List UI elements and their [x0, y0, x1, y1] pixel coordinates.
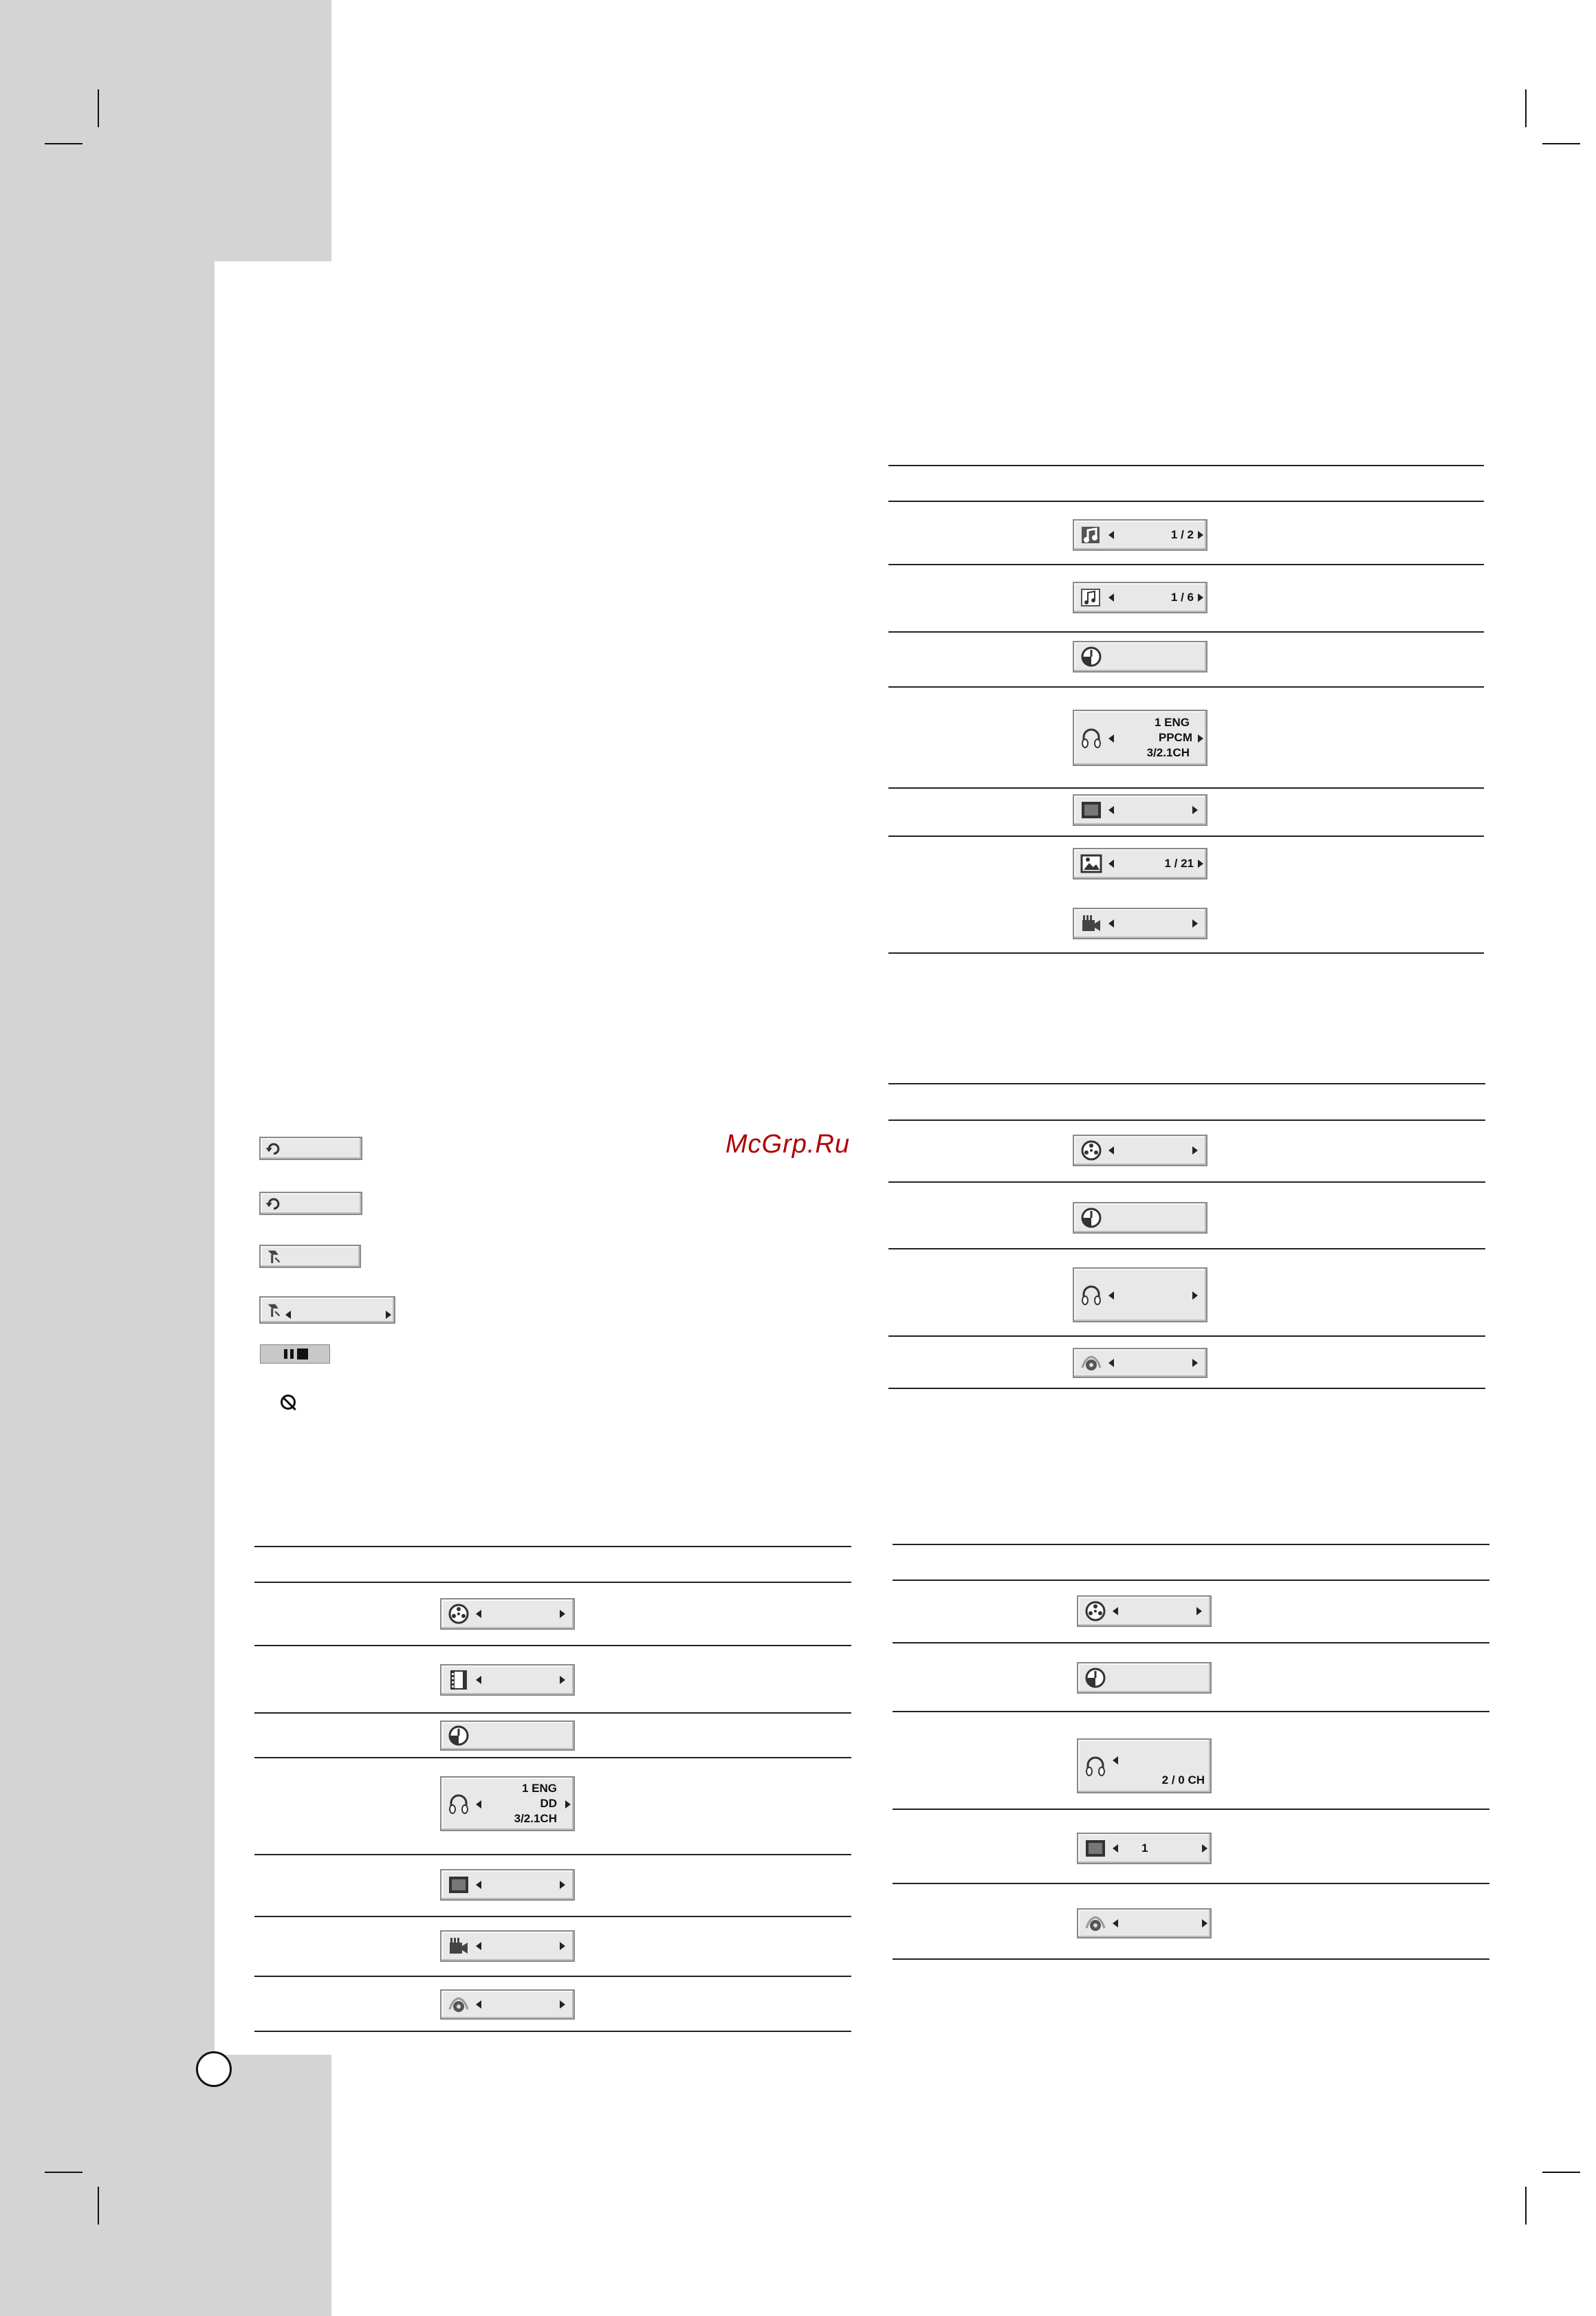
left-arrow-icon[interactable] [1113, 1919, 1118, 1927]
left-margin-strip [0, 0, 215, 2316]
table-rule [893, 1642, 1489, 1643]
right-arrow-icon[interactable] [1192, 1291, 1198, 1300]
left-arrow-icon[interactable] [476, 1800, 481, 1809]
picture-display [1073, 848, 1207, 880]
stop-icon [297, 1348, 308, 1359]
right-arrow-icon[interactable] [1192, 1359, 1198, 1367]
subtitle-value: 1 [1141, 1842, 1148, 1855]
table-rule [254, 1645, 851, 1646]
audio-channels: 3/2.1CH [1146, 746, 1190, 759]
table-rule [888, 952, 1484, 954]
right-arrow-icon[interactable] [386, 1311, 391, 1319]
audio-display [1073, 1267, 1207, 1322]
table-rule [888, 1083, 1485, 1084]
disc-display [440, 1598, 575, 1630]
left-arrow-icon[interactable] [1108, 531, 1114, 539]
right-arrow-icon[interactable] [1198, 734, 1203, 743]
table-rule [888, 835, 1484, 837]
left-arrow-icon[interactable] [1108, 860, 1114, 868]
headphones-icon [1080, 726, 1103, 750]
marker-display [259, 1245, 361, 1268]
subtitle-display [1077, 1833, 1212, 1864]
left-arrow-icon[interactable] [476, 1942, 481, 1950]
crop-mark [98, 2187, 99, 2225]
audio-format: DD [540, 1797, 557, 1810]
left-arrow-icon[interactable] [1108, 806, 1114, 814]
right-arrow-icon[interactable] [1198, 593, 1203, 602]
table-rule [888, 787, 1484, 789]
left-arrow-icon[interactable] [1113, 1756, 1118, 1765]
marker-icon [265, 1301, 283, 1319]
crop-mark [45, 2172, 83, 2173]
right-arrow-icon[interactable] [1192, 806, 1198, 814]
table-rule [254, 1712, 851, 1714]
table-rule [254, 1854, 851, 1855]
right-arrow-icon[interactable] [1198, 860, 1203, 868]
subtitle-tv-icon [447, 1873, 470, 1897]
audio-display [440, 1776, 575, 1831]
right-arrow-icon[interactable] [1192, 1146, 1198, 1155]
table-rule [254, 1916, 851, 1917]
sound-display [440, 1989, 575, 2020]
audio-display [1077, 1738, 1212, 1793]
marker-search-display [259, 1296, 395, 1324]
left-arrow-icon[interactable] [1108, 1146, 1114, 1155]
crop-mark [45, 143, 83, 144]
picture-value: 1 / 21 [1164, 857, 1194, 870]
left-arrow-icon[interactable] [1113, 1607, 1118, 1615]
picture-icon [1080, 852, 1103, 875]
table-rule [893, 1580, 1489, 1581]
right-arrow-icon[interactable] [1198, 531, 1203, 539]
clock-icon [1080, 645, 1103, 668]
left-arrow-icon[interactable] [285, 1311, 291, 1319]
table-rule [888, 501, 1484, 502]
disc-display [1077, 1595, 1212, 1627]
crop-mark [1525, 2187, 1527, 2225]
left-arrow-icon[interactable] [1113, 1844, 1118, 1853]
clock-icon [1084, 1666, 1107, 1690]
table-rule [893, 1544, 1489, 1545]
table-rule [888, 1119, 1485, 1121]
repeat-icon [265, 1139, 283, 1157]
time-display [1077, 1662, 1212, 1694]
chapter-display [440, 1664, 575, 1696]
subtitle-display [1073, 794, 1207, 826]
repeat-display [259, 1192, 362, 1215]
table-rule [888, 1388, 1485, 1389]
right-arrow-icon[interactable] [1202, 1919, 1207, 1927]
right-arrow-icon[interactable] [1192, 919, 1198, 928]
right-arrow-icon[interactable] [560, 1610, 565, 1618]
sound-icon [447, 1993, 470, 2016]
chapter-display [1073, 582, 1207, 613]
table-rule [888, 465, 1484, 466]
pause-icon-bar [290, 1349, 294, 1359]
subtitle-tv-icon [1084, 1837, 1107, 1860]
angle-display [1073, 908, 1207, 939]
left-arrow-icon[interactable] [1108, 593, 1114, 602]
audio-channels: 2 / 0 CH [1161, 1773, 1205, 1787]
subtitle-tv-icon [1080, 798, 1103, 822]
left-arrow-icon[interactable] [1108, 734, 1114, 743]
sound-display [1077, 1908, 1212, 1938]
page-number-circle [196, 2051, 232, 2087]
table-rule [893, 1958, 1489, 1960]
clock-icon [447, 1724, 470, 1747]
watermark: McGrp.Ru [725, 1130, 851, 1159]
crop-mark [1542, 143, 1580, 144]
right-arrow-icon[interactable] [565, 1800, 571, 1809]
table-rule [254, 1757, 851, 1758]
angle-camera-icon [1080, 912, 1103, 935]
table-rule [888, 1181, 1485, 1183]
headphones-icon [1084, 1754, 1107, 1778]
crop-mark [1525, 89, 1527, 127]
music-note-small-icon [1080, 586, 1103, 609]
time-display [440, 1720, 575, 1751]
chapter-value: 1 / 6 [1170, 591, 1194, 604]
table-rule [888, 564, 1484, 565]
headphones-icon [1080, 1283, 1103, 1307]
track-value: 1 / 2 [1170, 528, 1194, 541]
music-note-icon [1080, 523, 1103, 547]
right-arrow-icon[interactable] [1202, 1844, 1207, 1853]
left-arrow-icon[interactable] [1108, 919, 1114, 928]
left-arrow-icon[interactable] [476, 1676, 481, 1684]
table-rule [893, 1809, 1489, 1810]
left-arrow-icon[interactable] [476, 1881, 481, 1889]
sound-display [1073, 1348, 1207, 1378]
subtitle-display [440, 1869, 575, 1901]
angle-display [440, 1930, 575, 1962]
right-arrow-icon[interactable] [1196, 1607, 1202, 1615]
table-rule [888, 631, 1484, 633]
headphones-icon [447, 1792, 470, 1815]
right-arrow-icon[interactable] [560, 1676, 565, 1684]
crop-mark [1542, 2172, 1580, 2173]
prohibited-icon [281, 1395, 296, 1410]
table-rule [254, 1976, 851, 1977]
table-rule [254, 1582, 851, 1583]
disc-reel-icon [447, 1602, 470, 1626]
crop-mark [98, 89, 99, 127]
sound-icon [1084, 1912, 1107, 1935]
table-rule [254, 2031, 851, 2032]
right-arrow-icon[interactable] [560, 1942, 565, 1950]
disc-display [1073, 1135, 1207, 1166]
left-arrow-icon[interactable] [476, 2000, 481, 2009]
table-rule [893, 1711, 1489, 1712]
sound-icon [1080, 1351, 1103, 1375]
audio-channels: 3/2.1CH [514, 1812, 557, 1825]
repeat-icon [265, 1194, 283, 1212]
table-rule [893, 1883, 1489, 1884]
table-rule [254, 1546, 851, 1547]
left-arrow-icon[interactable] [1108, 1291, 1114, 1300]
table-rule [888, 1335, 1485, 1337]
table-rule [888, 1248, 1485, 1249]
table-rule [888, 686, 1484, 688]
repeat-display [259, 1137, 362, 1160]
film-icon [447, 1668, 470, 1692]
pause-stop-indicator [260, 1344, 330, 1364]
top-left-grey-block [0, 0, 331, 261]
audio-format: PPCM [1158, 731, 1192, 744]
angle-camera-icon [447, 1934, 470, 1958]
clock-icon [1080, 1206, 1103, 1230]
time-display [1073, 641, 1207, 673]
disc-reel-icon [1084, 1599, 1107, 1623]
left-arrow-icon[interactable] [476, 1610, 481, 1618]
pause-icon [284, 1349, 287, 1359]
bottom-left-grey-block [0, 2055, 331, 2316]
right-arrow-icon[interactable] [560, 2000, 565, 2009]
audio-lang: 1 ENG [521, 1782, 557, 1795]
disc-reel-icon [1080, 1139, 1103, 1162]
marker-icon [265, 1247, 283, 1265]
right-arrow-icon[interactable] [560, 1881, 565, 1889]
audio-lang: 1 ENG [1154, 716, 1190, 729]
time-display [1073, 1202, 1207, 1234]
left-arrow-icon[interactable] [1108, 1359, 1114, 1367]
track-display [1073, 519, 1207, 551]
audio-display [1073, 710, 1207, 766]
